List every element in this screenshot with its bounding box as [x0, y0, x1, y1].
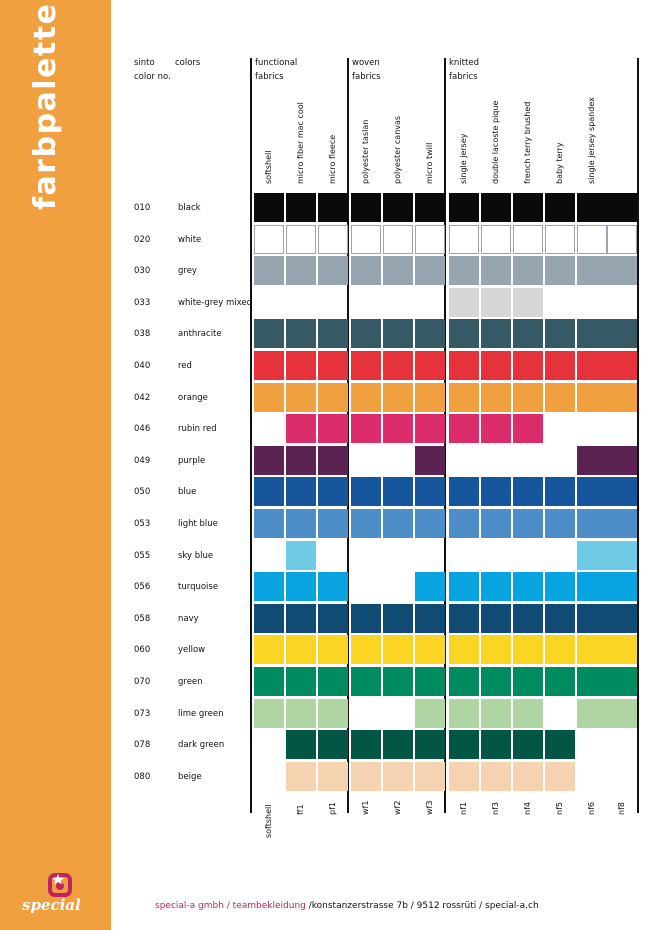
color-swatch — [415, 225, 445, 254]
color-swatch — [351, 730, 381, 759]
color-swatch — [577, 193, 607, 222]
fabric-code-label: wf3 — [425, 800, 434, 815]
color-swatch — [318, 193, 348, 222]
color-swatch — [481, 414, 511, 443]
color-swatch — [545, 572, 575, 601]
fabric-name-label: micro fleece — [328, 134, 337, 184]
color-swatch — [607, 446, 637, 475]
color-swatch — [351, 319, 381, 348]
color-swatch — [513, 635, 543, 664]
color-swatch — [481, 604, 511, 633]
color-swatch — [383, 225, 413, 254]
separator-right — [637, 58, 639, 813]
color-swatch — [286, 762, 316, 791]
group-functional-label: functional — [255, 58, 298, 68]
color-swatch — [513, 604, 543, 633]
color-name: red — [178, 361, 192, 371]
color-swatch — [286, 446, 316, 475]
color-swatch — [286, 193, 316, 222]
color-swatch — [449, 635, 479, 664]
color-swatch — [415, 509, 445, 538]
color-swatch — [577, 667, 607, 696]
fabric-code-label: pf1 — [328, 802, 337, 815]
color-swatch — [383, 193, 413, 222]
color-swatch — [254, 319, 284, 348]
fabric-name-label: softshell — [264, 150, 273, 184]
fabric-code-label: nf4 — [523, 802, 532, 815]
color-swatch — [607, 383, 637, 412]
color-swatch — [577, 541, 607, 570]
color-name: white-grey mixed — [178, 297, 253, 308]
color-number: 060 — [134, 645, 151, 656]
color-swatch — [607, 319, 637, 348]
header-colors: colors — [175, 58, 201, 68]
color-swatch — [513, 667, 543, 696]
color-swatch — [286, 256, 316, 285]
color-swatch — [318, 762, 348, 791]
color-swatch — [351, 667, 381, 696]
color-name: navy — [178, 613, 199, 624]
color-swatch — [254, 477, 284, 506]
footer — [155, 901, 539, 911]
fabric-name-label: single jersey spandex — [587, 97, 596, 184]
color-swatch — [286, 509, 316, 538]
color-swatch — [545, 635, 575, 664]
color-swatch — [607, 193, 637, 222]
color-swatch — [383, 604, 413, 633]
color-swatch — [545, 730, 575, 759]
color-swatch — [254, 699, 284, 728]
color-number: 078 — [134, 740, 151, 751]
color-swatch — [577, 319, 607, 348]
color-swatch — [513, 730, 543, 759]
color-swatch — [351, 762, 381, 791]
color-swatch — [481, 319, 511, 348]
color-swatch — [254, 446, 284, 475]
color-swatch — [481, 730, 511, 759]
color-swatch — [318, 730, 348, 759]
color-name: yellow — [178, 645, 206, 656]
color-swatch — [513, 414, 543, 443]
color-swatch — [318, 414, 348, 443]
color-swatch — [383, 477, 413, 506]
color-swatch — [577, 446, 607, 475]
color-swatch — [415, 699, 445, 728]
color-swatch — [545, 604, 575, 633]
fabric-name-label: polyester taslan — [361, 119, 370, 184]
color-swatch — [318, 667, 348, 696]
color-swatch — [318, 383, 348, 412]
color-swatch — [607, 604, 637, 633]
color-swatch — [415, 604, 445, 633]
color-number: 042 — [134, 392, 151, 403]
color-swatch — [577, 383, 607, 412]
color-swatch — [481, 288, 511, 317]
color-swatch — [607, 256, 637, 285]
color-number: 046 — [134, 424, 151, 435]
color-swatch — [318, 509, 348, 538]
color-swatch — [607, 477, 637, 506]
color-swatch — [545, 225, 575, 254]
color-swatch — [286, 225, 316, 254]
color-swatch — [318, 699, 348, 728]
fabric-name-label: micro fiber mac cool — [296, 102, 305, 184]
color-swatch — [383, 414, 413, 443]
color-name: orange — [178, 392, 208, 403]
color-swatch — [545, 383, 575, 412]
color-swatch — [383, 730, 413, 759]
color-swatch — [254, 193, 284, 222]
color-swatch — [286, 319, 316, 348]
color-name: lime green — [178, 708, 224, 719]
footer-company: special-a gmbh / teambekleidung — [155, 901, 306, 911]
color-swatch — [545, 351, 575, 380]
color-swatch — [449, 193, 479, 222]
color-swatch — [415, 667, 445, 696]
fabric-code-label: nf6 — [587, 802, 596, 815]
color-number: 056 — [134, 582, 151, 593]
color-swatch — [449, 667, 479, 696]
color-swatch — [481, 256, 511, 285]
color-name: purple — [178, 455, 206, 466]
color-name: green — [178, 677, 203, 687]
color-swatch — [513, 477, 543, 506]
color-swatch — [286, 351, 316, 380]
color-swatch — [449, 351, 479, 380]
color-number: 055 — [134, 550, 151, 561]
color-swatch — [481, 351, 511, 380]
color-swatch — [254, 256, 284, 285]
color-swatch — [481, 699, 511, 728]
color-swatch — [351, 193, 381, 222]
color-swatch — [351, 477, 381, 506]
color-swatch — [513, 762, 543, 791]
color-swatch — [513, 572, 543, 601]
color-swatch — [481, 509, 511, 538]
fabric-name-label: polyester canvas — [393, 115, 402, 184]
color-swatch — [545, 193, 575, 222]
color-swatch — [318, 225, 348, 254]
group-woven-label: woven — [352, 58, 380, 68]
color-swatch — [545, 319, 575, 348]
color-swatch — [415, 446, 445, 475]
color-swatch — [449, 699, 479, 728]
color-swatch — [383, 667, 413, 696]
color-swatch — [449, 762, 479, 791]
color-name: anthracite — [178, 329, 222, 340]
color-swatch — [318, 604, 348, 633]
fabric-code-label: nf1 — [459, 802, 468, 815]
color-swatch — [449, 414, 479, 443]
color-number: 040 — [134, 361, 151, 371]
fabric-code-label: wf1 — [361, 800, 370, 815]
color-swatch — [383, 256, 413, 285]
color-swatch — [481, 477, 511, 506]
color-swatch — [254, 225, 284, 254]
color-number: 030 — [134, 266, 151, 277]
header-sinto: sinto — [134, 58, 155, 68]
color-swatch — [545, 667, 575, 696]
color-swatch — [577, 256, 607, 285]
color-swatch — [254, 383, 284, 412]
color-swatch — [415, 193, 445, 222]
fabric-code-label: ff1 — [296, 804, 305, 815]
color-swatch — [577, 699, 607, 728]
color-swatch — [351, 383, 381, 412]
color-swatch — [513, 699, 543, 728]
color-swatch — [415, 572, 445, 601]
group-woven-sublabel: fabrics — [352, 72, 381, 82]
color-number: 038 — [134, 329, 151, 340]
color-swatch — [577, 351, 607, 380]
color-swatch — [286, 572, 316, 601]
color-swatch — [449, 319, 479, 348]
fabric-code-label: nf3 — [491, 802, 500, 815]
color-swatch — [415, 383, 445, 412]
color-swatch — [415, 477, 445, 506]
color-swatch — [449, 288, 479, 317]
color-swatch — [286, 667, 316, 696]
color-swatch — [254, 667, 284, 696]
color-swatch — [481, 635, 511, 664]
color-name: grey — [178, 266, 197, 277]
fabric-name-label: double lacoste pique — [491, 100, 500, 184]
color-swatch — [254, 572, 284, 601]
fabric-name-label: baby terry — [555, 142, 564, 184]
color-name: sky blue — [178, 550, 214, 561]
color-swatch — [415, 730, 445, 759]
color-number: 010 — [134, 203, 151, 213]
color-swatch — [449, 225, 479, 254]
color-swatch — [481, 667, 511, 696]
fabric-name-label: single jersey — [459, 133, 468, 184]
color-swatch — [481, 225, 511, 254]
color-swatch — [286, 699, 316, 728]
color-swatch — [545, 256, 575, 285]
color-swatch — [383, 351, 413, 380]
color-swatch — [318, 351, 348, 380]
color-swatch — [607, 635, 637, 664]
color-number: 049 — [134, 455, 151, 466]
color-swatch — [449, 256, 479, 285]
color-swatch — [545, 509, 575, 538]
color-swatch — [481, 383, 511, 412]
color-swatch — [607, 572, 637, 601]
color-swatch — [449, 730, 479, 759]
color-number: 053 — [134, 519, 151, 529]
color-swatch — [607, 541, 637, 570]
color-swatch — [351, 414, 381, 443]
color-swatch — [254, 509, 284, 538]
color-swatch — [254, 604, 284, 633]
color-number: 050 — [134, 487, 151, 498]
separator-functional — [250, 58, 252, 813]
color-swatch — [607, 351, 637, 380]
color-swatch — [383, 762, 413, 791]
color-swatch — [449, 383, 479, 412]
color-swatch — [449, 477, 479, 506]
color-name: light blue — [178, 519, 218, 529]
color-swatch — [513, 288, 543, 317]
fabric-name-label: french terry brushed — [523, 101, 532, 184]
color-swatch — [415, 256, 445, 285]
color-number: 080 — [134, 771, 151, 782]
color-swatch — [254, 635, 284, 664]
group-knitted-label: knitted — [449, 58, 479, 68]
color-swatch — [607, 225, 637, 254]
color-swatch — [577, 604, 607, 633]
color-swatch — [577, 225, 607, 254]
color-swatch — [383, 383, 413, 412]
color-number: 058 — [134, 613, 151, 624]
color-name: rubin red — [178, 424, 217, 435]
color-swatch — [351, 225, 381, 254]
color-swatch — [577, 635, 607, 664]
color-swatch — [351, 604, 381, 633]
color-number: 070 — [134, 677, 151, 687]
color-swatch — [415, 351, 445, 380]
color-swatch — [513, 225, 543, 254]
color-swatch — [545, 762, 575, 791]
color-swatch — [513, 319, 543, 348]
color-swatch — [318, 319, 348, 348]
color-swatch — [415, 762, 445, 791]
color-number: 033 — [134, 297, 151, 308]
color-swatch — [286, 541, 316, 570]
color-swatch — [383, 635, 413, 664]
color-swatch — [513, 509, 543, 538]
color-swatch — [286, 604, 316, 633]
color-swatch — [318, 446, 348, 475]
footer-address: /konstanzerstrasse 7b / 9512 rossrüti / special-a.ch — [305, 901, 539, 911]
fabric-name-label: micro twill — [425, 142, 434, 184]
fabric-code-label: softshell — [264, 804, 273, 838]
special-logo — [20, 872, 80, 914]
logo-text: special — [22, 896, 81, 914]
color-swatch — [607, 699, 637, 728]
color-swatch — [351, 635, 381, 664]
fabric-code-label: nf8 — [617, 802, 626, 815]
color-swatch — [318, 572, 348, 601]
color-swatch — [254, 351, 284, 380]
color-swatch — [577, 572, 607, 601]
orange-sidebar — [0, 0, 111, 930]
color-swatch — [607, 509, 637, 538]
color-swatch — [286, 414, 316, 443]
color-swatch — [449, 509, 479, 538]
color-swatch — [351, 509, 381, 538]
color-name: dark green — [178, 740, 225, 751]
color-swatch — [577, 509, 607, 538]
color-name: white — [178, 234, 202, 245]
fabric-code-label: nf5 — [555, 802, 564, 815]
color-swatch — [513, 256, 543, 285]
group-functional-sublabel: fabrics — [255, 72, 284, 82]
color-swatch — [286, 635, 316, 664]
color-name: beige — [178, 771, 202, 782]
color-swatch — [415, 319, 445, 348]
color-swatch — [351, 256, 381, 285]
color-name: turquoise — [178, 582, 219, 593]
sidebar-title: farbpalette — [28, 2, 63, 210]
color-swatch — [481, 193, 511, 222]
color-swatch — [415, 414, 445, 443]
color-swatch — [318, 256, 348, 285]
color-swatch — [513, 383, 543, 412]
group-knitted-sublabel: fabrics — [449, 72, 478, 82]
color-name: black — [178, 203, 201, 213]
color-swatch — [351, 351, 381, 380]
color-swatch — [513, 193, 543, 222]
color-number: 020 — [134, 234, 151, 245]
color-swatch — [383, 509, 413, 538]
color-swatch — [318, 635, 348, 664]
color-swatch — [449, 604, 479, 633]
color-swatch — [286, 383, 316, 412]
color-swatch — [577, 477, 607, 506]
color-swatch — [607, 667, 637, 696]
fabric-code-label: wf2 — [393, 800, 402, 815]
color-number: 073 — [134, 708, 151, 719]
color-swatch — [286, 477, 316, 506]
color-swatch — [286, 730, 316, 759]
color-swatch — [513, 351, 543, 380]
color-name: blue — [178, 487, 197, 498]
header-color-no: color no. — [134, 72, 171, 82]
color-swatch — [545, 477, 575, 506]
color-swatch — [415, 635, 445, 664]
color-swatch — [449, 572, 479, 601]
color-swatch — [481, 572, 511, 601]
color-swatch — [481, 762, 511, 791]
color-swatch — [383, 319, 413, 348]
color-swatch — [318, 477, 348, 506]
